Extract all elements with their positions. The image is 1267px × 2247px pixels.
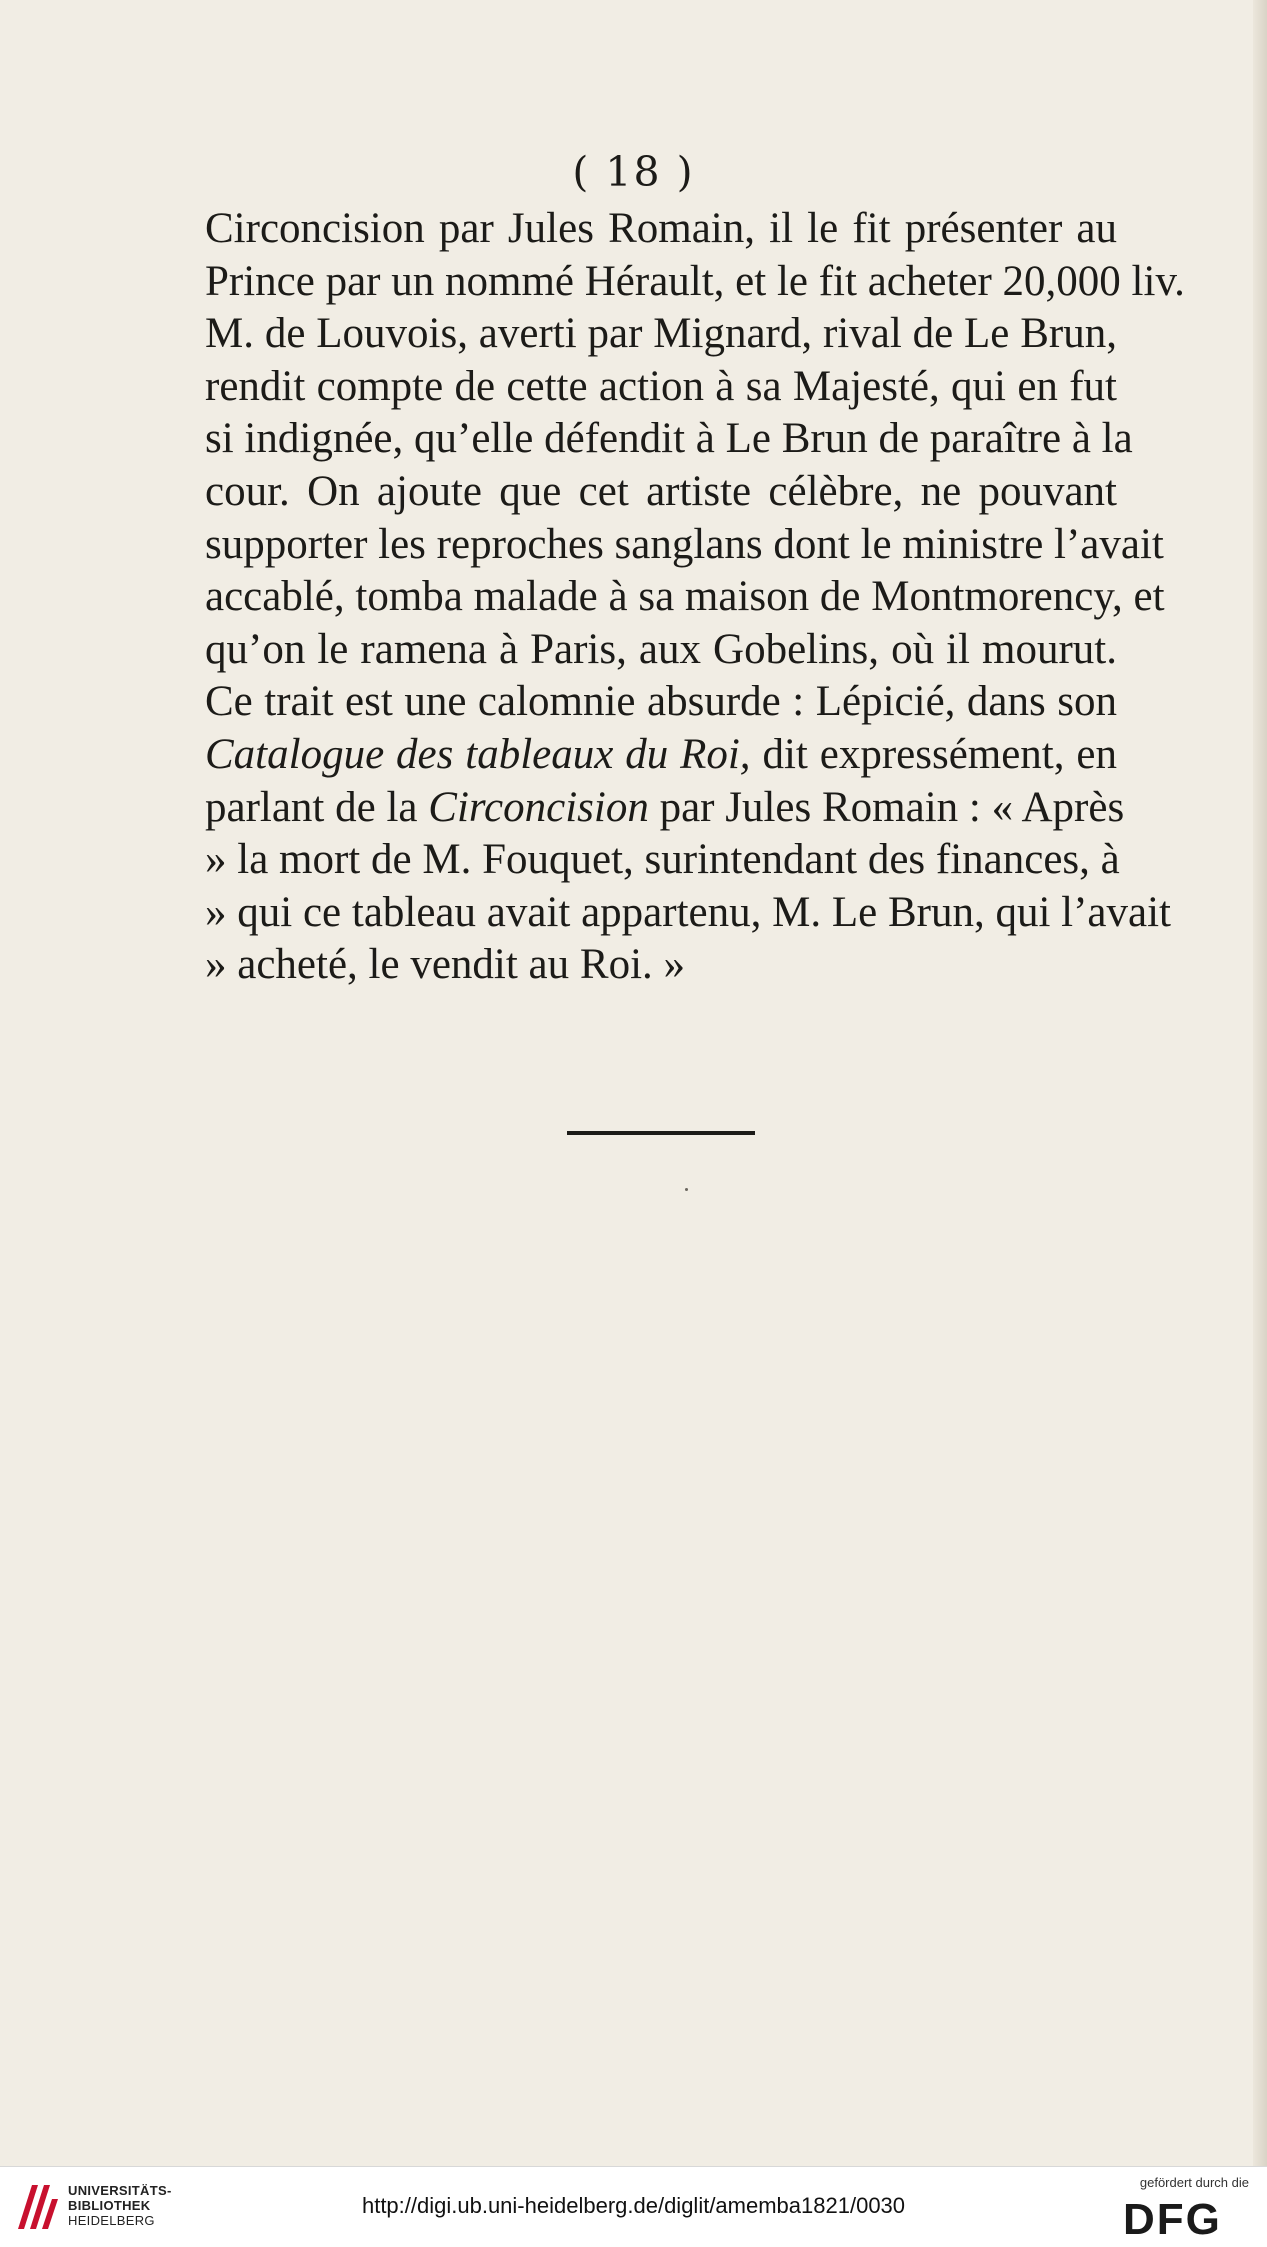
- text-line: rendit compte de cette action à sa Majesté, qui en fut: [205, 362, 1117, 410]
- page-edge-shadow: [1253, 0, 1267, 2166]
- svg-text:DFG: DFG: [1123, 2195, 1222, 2240]
- text-line-catalogue: Catalogue des tableaux du Roi, dit expressément, en: [205, 730, 1117, 778]
- text-line: Circoncision par Jules Romain, il le fit présenter au: [205, 205, 1117, 252]
- viewer-footer: [0, 2166, 1267, 2247]
- text-line: Prince par un nommé Hérault, et le fit acheter 20,000 liv.: [205, 257, 1185, 305]
- text-line: si indignée, qu’elle défendit à Le Brun de paraître à la: [205, 415, 1133, 463]
- section-separator-rule: [567, 1131, 755, 1135]
- text-line: qu’on le ramena à Paris, aux Gobelins, où il mourut.: [205, 625, 1117, 673]
- text-line: Ce trait est une calomnie absurde : Lépicié, dans son: [205, 678, 1117, 726]
- text-line: M. de Louvois, averti par Mignard, rival de Le Brun,: [205, 310, 1117, 358]
- text-line-circoncision: parlant de la Circoncision par Jules Romain : « Après: [205, 783, 1125, 831]
- text-line: » la mort de M. Fouquet, surintendant des finances, à: [205, 836, 1120, 884]
- text-line: cour. On ajoute que cet artiste célèbre, ne pouvant: [205, 467, 1117, 515]
- text-line: accablé, tomba malade à sa maison de Montmorency, et: [205, 573, 1165, 621]
- text-line: supporter les reproches sanglans dont le ministre l’avait: [205, 520, 1164, 568]
- dfg-logo-icon: [1119, 2194, 1249, 2240]
- funder-note: gefördert durch die: [1139, 2175, 1249, 2190]
- body-text: [205, 203, 1185, 992]
- permalink-url[interactable]: http://digi.ub.uni-heidelberg.de/diglit/amemba1821/0030: [361, 2193, 906, 2218]
- library-name: UNIVERSITÄTS- BIBLIOTHEK HEIDELBERG: [68, 2183, 172, 2228]
- italic-title-catalogue: Catalogue des tableaux du Roi,: [205, 730, 751, 778]
- text-line: » qui ce tableau avait appartenu, M. Le Brun, qui l’avait: [205, 888, 1171, 936]
- italic-title-circoncision: Circoncision: [428, 783, 649, 831]
- page-number: ( 18 ): [572, 148, 695, 196]
- text-line: » acheté, le vendit au Roi. »: [205, 941, 686, 989]
- ink-speck: [685, 1188, 688, 1191]
